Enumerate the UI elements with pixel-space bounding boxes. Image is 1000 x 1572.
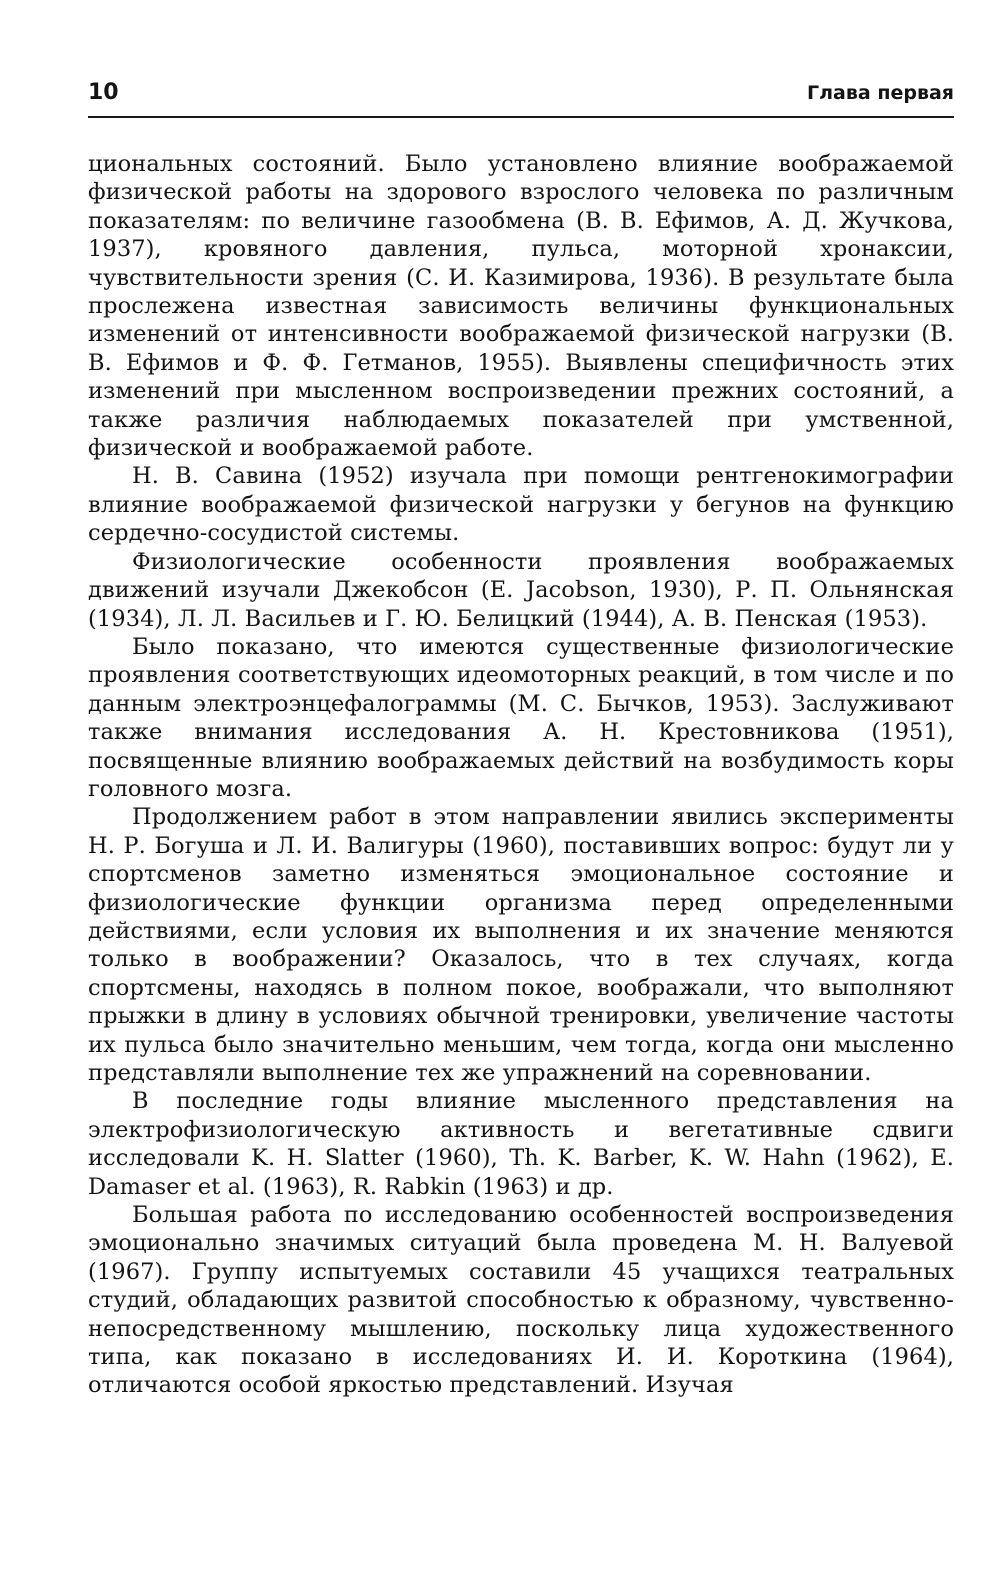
paragraph-recent-years: В последние годы влияние мысленного представления на электрофизиологическую активность и вегетативные сдвиги исследовали K. H. Slatter (1960), Th. K. Barber, K. W. Hahn (1962), E. Damaser et al. (1963), R. Rabkin (1963) и др.: [88, 1088, 954, 1200]
chapter-title: Глава первая: [807, 82, 954, 104]
paragraph-valueva-study: Большая работа по исследованию особенностей воспроизведения эмоционально значимых ситуаций была проведена М. Н. Валуевой (1967). Группу испытуемых составили 45 учащихся театральных студий, обладающих развитой способностью к образному, чувственно-непосредственному мышлению, поскольку лица художественного типа, как показано в исследованиях И. И. Короткина (1964), отличаются особой яркостью представлений. Изучая: [88, 1202, 954, 1399]
running-header: [88, 80, 954, 118]
paragraph-savina: Н. В. Савина (1952) изучала при помощи рентгенокимографии влияние воображаемой физической нагрузки у бегунов на функцию сердечно-сосудистой системы.: [88, 463, 954, 547]
body-text: [88, 150, 954, 1400]
paragraph-physiological-features: Физиологические особенности проявления воображаемых движений изучали Джекобсон (E. Jacobson, 1930), Р. П. Ольнянская (1934), Л. Л. Васильев и Г. Ю. Белицкий (1944), А. В. Пенская (1953).: [88, 548, 954, 632]
paragraph-continuation: циональных состояний. Было установлено влияние воображаемой физической работы на здорового взрослого человека по различным показателям: по величине газообмена (В. В. Ефимов, А. Д. Жучкова, 1937), кровяного давления, пульса, моторной хронаксии, чувствительности зрения (С. И. Казимирова, 1936). В результате была прослежена известная зависимость величины функциональных изменений от интенсивности воображаемой физической нагрузки (В. В. Ефимов и Ф. Ф. Гетманов, 1955). Выявлены специфичность этих изменений при мысленном воспроизведении прежних состояний, а также различия наблюдаемых показателей при умственной, физической и воображаемой работе.: [88, 151, 954, 462]
book-page: [88, 80, 954, 1400]
paragraph-bogush-experiments: Продолжением работ в этом направлении явились эксперименты Н. Р. Богуша и Л. И. Валигуры (1960), поставивших вопрос: будут ли у спортсменов заметно изменяться эмоциональное состояние и физиологические функции организма перед определенными действиями, если условия их выполнения и их значение меняются только в воображении? Оказалось, что в тех случаях, когда спортсмены, находясь в полном покое, воображали, что выполняют прыжки в длину в условиях обычной тренировки, увеличение частоты их пульса было значительно меньшим, чем тогда, когда они мысленно представляли выполнение тех же упражнений на соревновании.: [88, 804, 954, 1086]
page-number: 10: [88, 80, 119, 105]
paragraph-ideomotor-reactions: Было показано, что имеются существенные физиологические проявления соответствующих идеомоторных реакций, в том числе и по данным электроэнцефалограммы (М. С. Бычков, 1953). Заслуживают также внимания исследования А. Н. Крестовникова (1951), посвященные влиянию воображаемых действий на возбудимость коры головного мозга.: [88, 633, 954, 802]
